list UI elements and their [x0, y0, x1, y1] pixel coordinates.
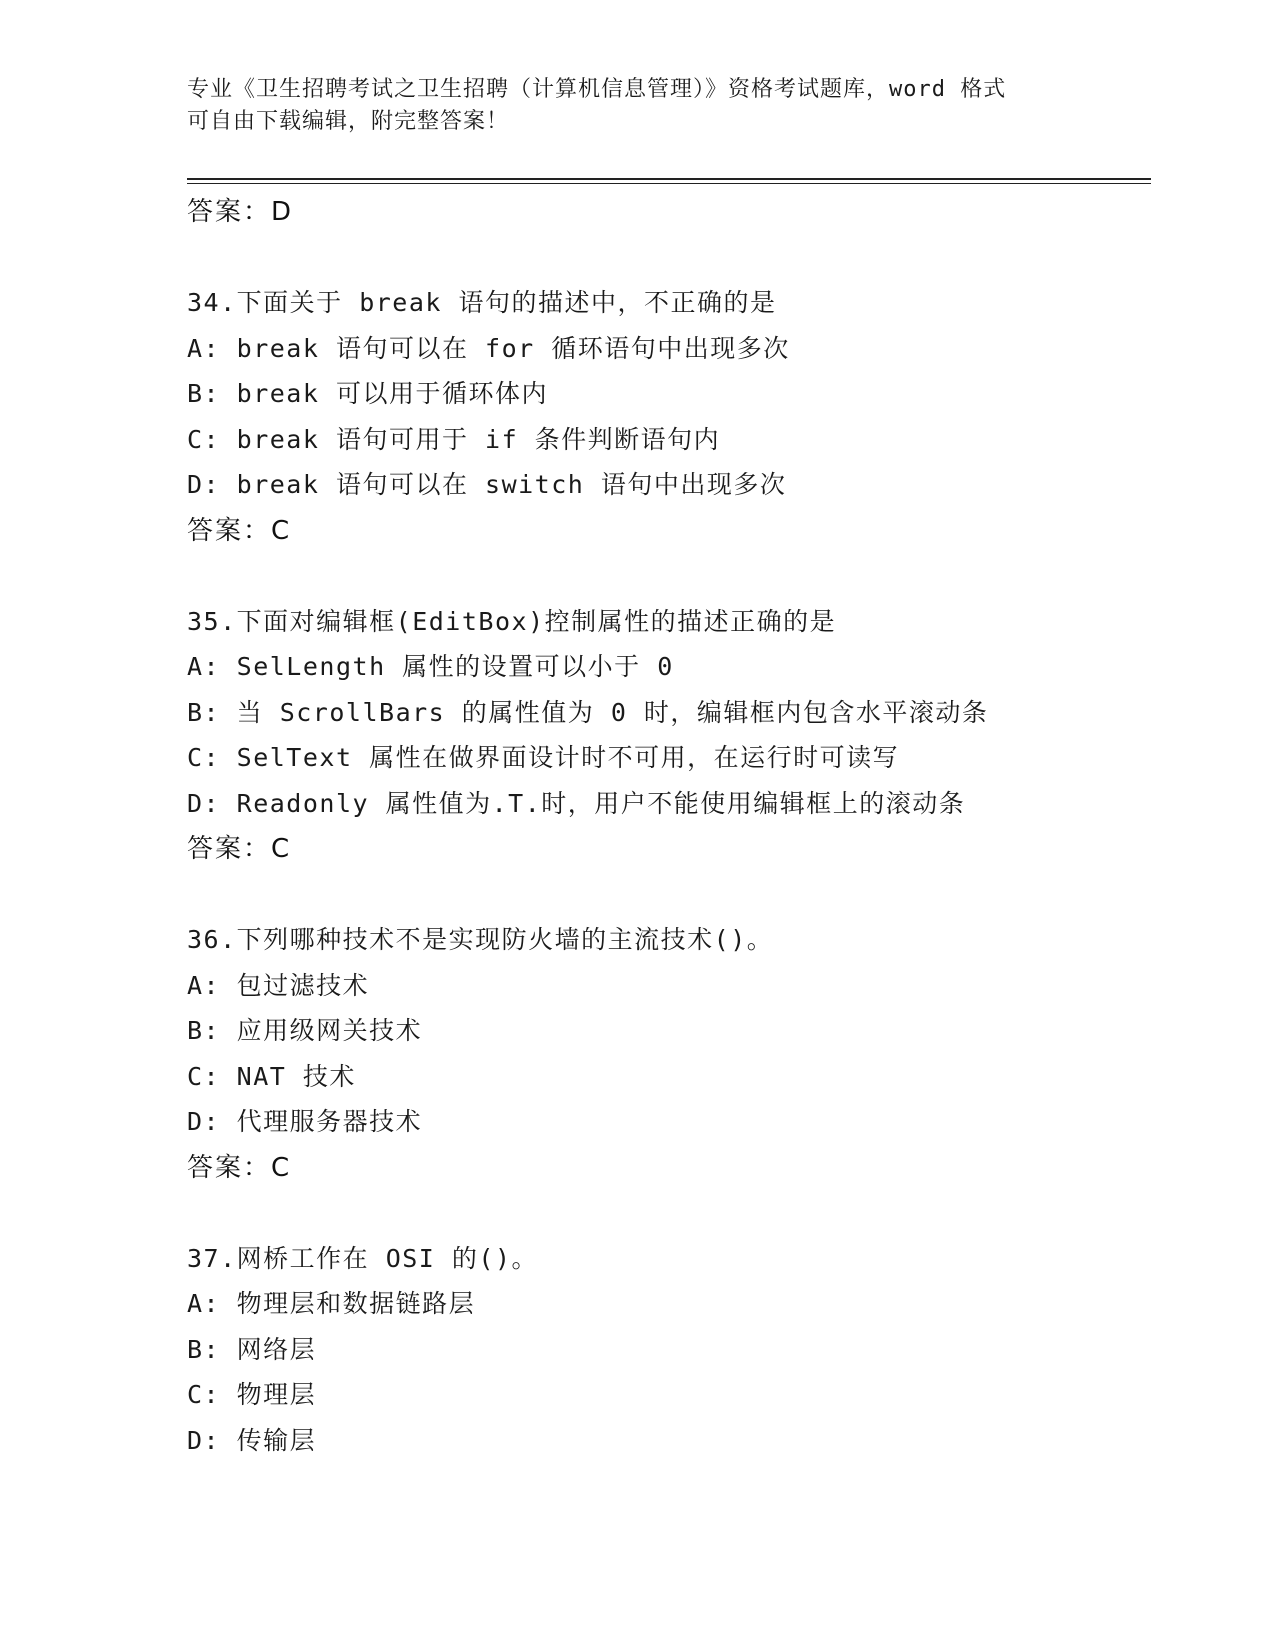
header-line-2: 可自由下载编辑，附完整答案！: [187, 109, 510, 134]
question-stem: 35.下面对编辑框(EditBox)控制属性的描述正确的是: [187, 606, 837, 636]
option-a: A: 包过滤技术: [187, 970, 370, 1000]
option-d: D: Readonly 属性值为.T.时，用户不能使用编辑框上的滚动条: [187, 788, 966, 818]
answer-label: 答案：C: [187, 515, 292, 546]
question-list: [187, 189, 1151, 1463]
header-line-1: 专业《卫生招聘考试之卫生招聘（计算机信息管理）》资格考试题库，word 格式: [187, 77, 1007, 102]
spacer: [187, 1191, 1151, 1236]
spacer: [187, 872, 1151, 917]
option-c: C: SelText 属性在做界面设计时不可用，在运行时可读写: [187, 743, 900, 772]
option-b: B: 当 ScrollBars 的属性值为 0 时，编辑框内包含水平滚动条: [187, 697, 989, 727]
answer-label: 答案：C: [187, 834, 292, 864]
question-stem: 34.下面关于 break 语句的描述中，不正确的是: [187, 288, 777, 317]
answer-label: 答案：D: [187, 197, 294, 227]
question-stem: 36.下列哪种技术不是实现防火墙的主流技术()。: [187, 925, 774, 954]
question-block-34: [187, 280, 1151, 554]
header-divider-thin: [187, 183, 1151, 184]
option-a: A: break 语句可以在 for 循环语句中出现多次: [187, 333, 790, 363]
option-d: D: break 语句可以在 switch 语句中出现多次: [187, 470, 787, 499]
option-d: D: 代理服务器技术: [187, 1107, 423, 1136]
header-divider-thick: [187, 178, 1151, 180]
document-header: [187, 74, 1087, 138]
option-b: B: 网络层: [187, 1334, 317, 1364]
question-block-36: [187, 917, 1151, 1191]
option-a: A: SelLength 属性的设置可以小于 0: [187, 652, 674, 681]
spacer: [187, 554, 1151, 599]
question-stem: 37.网桥工作在 OSI 的()。: [187, 1243, 539, 1273]
option-a: A: 物理层和数据链路层: [187, 1289, 476, 1318]
option-c: C: NAT 技术: [187, 1061, 356, 1091]
question-block-35: [187, 599, 1151, 873]
question-block-37: [187, 1236, 1151, 1464]
option-c: C: 物理层: [187, 1380, 317, 1409]
option-c: C: break 语句可用于 if 条件判断语句内: [187, 424, 721, 454]
spacer: [187, 235, 1151, 280]
option-d: D: 传输层: [187, 1425, 317, 1455]
answer-label: 答案：C: [187, 1152, 292, 1183]
option-b: B: break 可以用于循环体内: [187, 379, 548, 408]
option-b: B: 应用级网关技术: [187, 1016, 423, 1045]
